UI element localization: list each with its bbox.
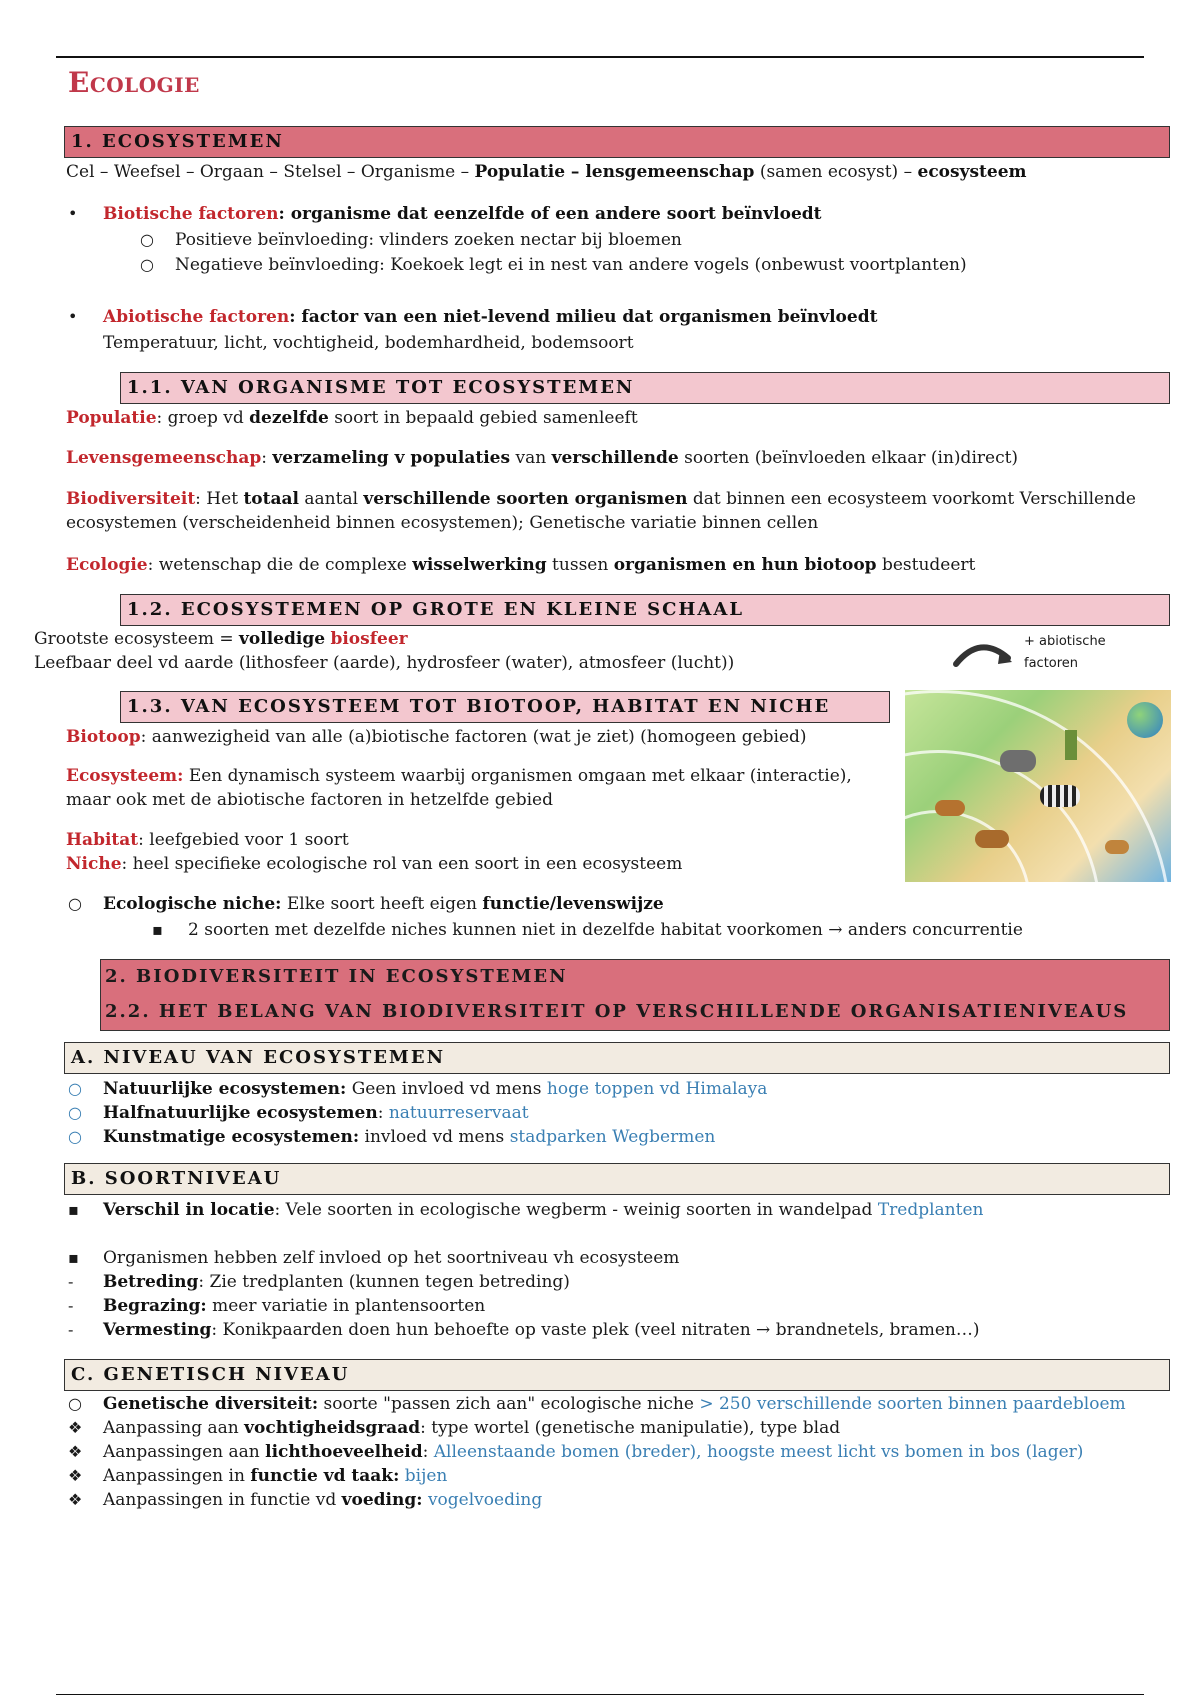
negative-influence: Negatieve beïnvloeding: Koekoek legt ei in nest van andere vogels (onbewust voortplanten)	[175, 255, 967, 275]
bottom-rule	[56, 1694, 1144, 1695]
bullet-circle: ○	[68, 1394, 82, 1413]
arrow-label-1: + abiotische	[1024, 634, 1106, 649]
biotoop-def: Biotoop: aanwezigheid van alle (a)biotische factoren (wat je ziet) (homogeen gebied)	[66, 727, 807, 747]
bullet-circle: ○	[140, 230, 154, 249]
abiotic-list: Temperatuur, licht, vochtigheid, bodemhardheid, bodemsoort	[103, 333, 634, 353]
grootste-ecosysteem: Grootste ecosysteem = volledige biosfeer	[34, 629, 408, 649]
page-title: Ecologie	[68, 66, 200, 99]
biodiversiteit-def: Biodiversiteit: Het totaal aantal verschillende soorten organismen dat binnen een ecosysteem voorkomt Verschillende	[66, 489, 1136, 509]
halfnatuurlijke-ecosystemen: Halfnatuurlijke ecosystemen: natuurreservaat	[103, 1103, 529, 1123]
biodiversiteit-def-cont: ecosystemen (verscheidenheid binnen ecosystemen); Genetische variatie binnen cellen	[66, 513, 819, 533]
kunstmatige-ecosystemen: Kunstmatige ecosystemen: invloed vd mens stadparken Wegbermen	[103, 1127, 716, 1147]
section-header-ecosystemen: 1. ECOSYSTEMEN	[64, 126, 1170, 158]
bullet-diamond: ❖	[68, 1466, 83, 1485]
bullet-dot: •	[68, 204, 78, 223]
betreding: Betreding: Zie tredplanten (kunnen tegen betreding)	[103, 1272, 570, 1292]
ecosysteem-def-cont: maar ook met de abiotische factoren in hetzelfde gebied	[66, 790, 553, 810]
aanpassing-licht: Aanpassingen aan lichthoeveelheid: Alleenstaande bomen (breder), hoogste meest licht vs bomen in bos (lager)	[103, 1442, 1084, 1462]
ecologische-niche: Ecologische niche: Elke soort heeft eigen functie/levenswijze	[103, 894, 664, 914]
arrow-label-2: factoren	[1024, 656, 1079, 671]
levensgemeenschap-def: Levensgemeenschap: verzameling v populaties van verschillende soorten (beïnvloeden elkaar (in)direct)	[66, 448, 1019, 468]
bullet-diamond: ❖	[68, 1418, 83, 1437]
section-header-biodiversiteit	[100, 959, 1170, 1031]
bullet-dot: •	[68, 307, 78, 326]
organisation-chain: Cel – Weefsel – Orgaan – Stelsel – Organisme – Populatie – lensgemeenschap (samen ecosyst) – ecosysteem	[66, 162, 1027, 182]
curved-arrow-icon	[950, 634, 1020, 670]
vermesting: Vermesting: Konikpaarden doen hun behoefte op vaste plek (veel nitraten → brandnetels, bramen…)	[103, 1320, 980, 1340]
ecosystem-illustration	[905, 690, 1171, 882]
header-line-2-2: 2.2. HET BELANG VAN BIODIVERSITEIT OP VERSCHILLENDE ORGANISATIENIVEAUS	[105, 1001, 1129, 1022]
habitat-def: Habitat: leefgebied voor 1 soort	[66, 830, 349, 850]
bullet-dash: -	[68, 1296, 74, 1315]
biotic-factors: Biotische factoren: organisme dat eenzelfde of een andere soort beïnvloedt	[103, 204, 822, 224]
top-rule	[56, 56, 1144, 58]
ecologie-def: Ecologie: wetenschap die de complexe wisselwerking tussen organismen en hun biotoop bestudeert	[66, 555, 976, 575]
header-line-2: 2. BIODIVERSITEIT IN ECOSYSTEMEN	[105, 966, 568, 987]
abiotic-factors: Abiotische factoren: factor van een niet-levend milieu dat organismen beïnvloedt	[103, 307, 878, 327]
bullet-circle: ○	[68, 894, 82, 913]
bullet-diamond: ❖	[68, 1490, 83, 1509]
bullet-circle: ○	[68, 1079, 82, 1098]
section-header-1-2: 1.2. ECOSYSTEMEN OP GROTE EN KLEINE SCHAAL	[120, 594, 1170, 626]
bullet-dash: -	[68, 1320, 74, 1339]
section-header-1-3: 1.3. VAN ECOSYSTEEM TOT BIOTOOP, HABITAT EN NICHE	[120, 691, 890, 723]
bullet-circle: ○	[140, 255, 154, 274]
bullet-circle: ○	[68, 1103, 82, 1122]
aanpassing-taak: Aanpassingen in functie vd taak: bijen	[103, 1466, 448, 1486]
organismen-invloed: Organismen hebben zelf invloed op het soortniveau vh ecosysteem	[103, 1248, 680, 1268]
leefbaar-deel: Leefbaar deel vd aarde (lithosfeer (aarde), hydrosfeer (water), atmosfeer (lucht))	[34, 653, 735, 673]
niche-def: Niche: heel specifieke ecologische rol van een soort in een ecosysteem	[66, 854, 683, 874]
ecosysteem-def: Ecosysteem: Een dynamisch systeem waarbij organismen omgaan met elkaar (interactie),	[66, 766, 852, 786]
bullet-square: ▪	[68, 1248, 79, 1267]
section-header-a: A. NIVEAU VAN ECOSYSTEMEN	[64, 1042, 1170, 1074]
natuurlijke-ecosystemen: Natuurlijke ecosystemen: Geen invloed vd mens hoge toppen vd Himalaya	[103, 1079, 768, 1099]
bullet-circle: ○	[68, 1127, 82, 1146]
section-header-1-1: 1.1. VAN ORGANISME TOT ECOSYSTEMEN	[120, 372, 1170, 404]
bullet-diamond: ❖	[68, 1442, 83, 1461]
positive-influence: Positieve beïnvloeding: vlinders zoeken nectar bij bloemen	[175, 230, 682, 250]
bullet-dash: -	[68, 1272, 74, 1291]
section-header-c: C. GENETISCH NIVEAU	[64, 1359, 1170, 1391]
verschil-in-locatie: Verschil in locatie: Vele soorten in ecologische wegberm - weinig soorten in wandelpad Tredplanten	[103, 1200, 984, 1220]
begrazing: Begrazing: meer variatie in plantensoorten	[103, 1296, 486, 1316]
populatie-def: Populatie: groep vd dezelfde soort in bepaald gebied samenleeft	[66, 408, 638, 428]
section-header-b: B. SOORTNIVEAU	[64, 1163, 1170, 1195]
bullet-square: ▪	[152, 920, 163, 939]
niche-competition: 2 soorten met dezelfde niches kunnen niet in dezelfde habitat voorkomen → anders concurrentie	[188, 920, 1023, 940]
aanpassing-vochtigheid: Aanpassing aan vochtigheidsgraad: type wortel (genetische manipulatie), type blad	[103, 1418, 841, 1438]
aanpassing-voeding: Aanpassingen in functie vd voeding: vogelvoeding	[103, 1490, 543, 1510]
bullet-square: ▪	[68, 1200, 79, 1219]
genetische-diversiteit: Genetische diversiteit: soorte "passen zich aan" ecologische niche > 250 verschillende soorten binnen paardebloem	[103, 1394, 1126, 1414]
